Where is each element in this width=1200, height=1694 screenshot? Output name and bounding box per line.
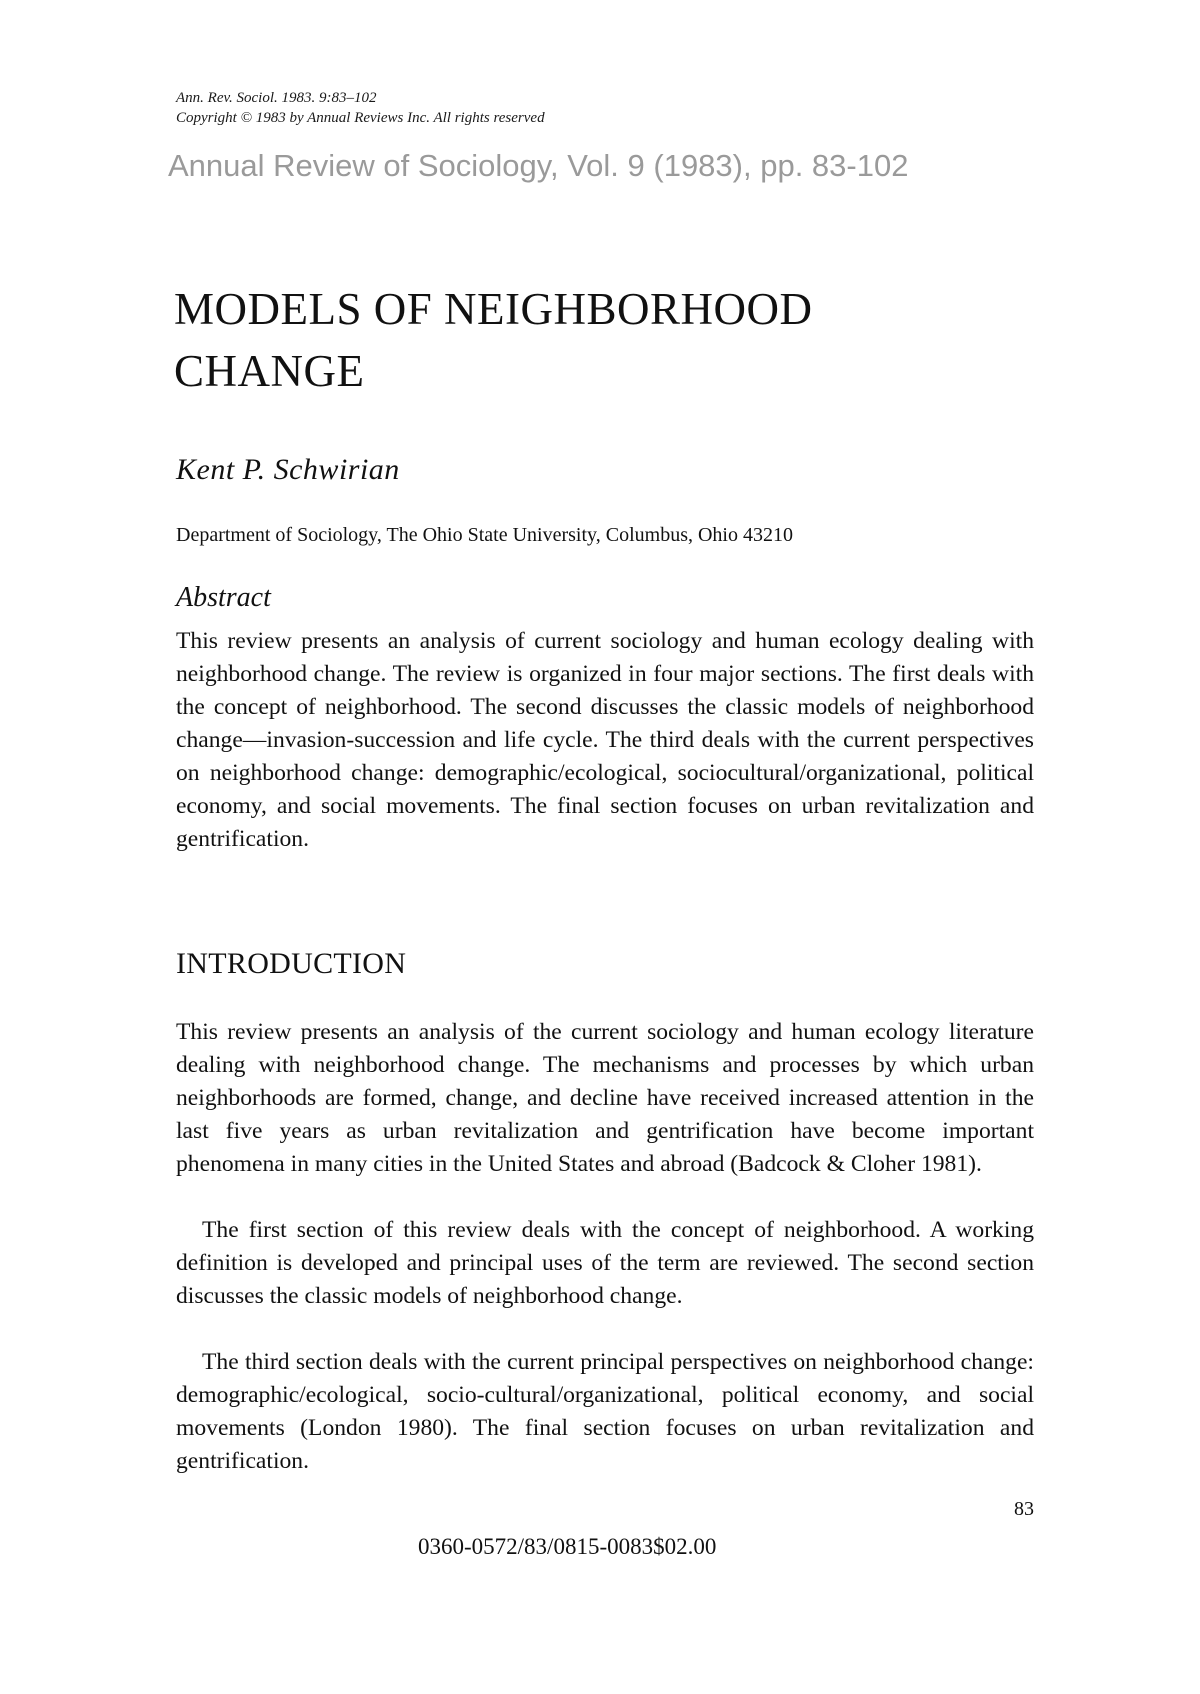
intro-paragraph-3: The third section deals with the current principal perspectives on neighborhood change: demographic/ecological, socio-cultural/organizational, political economy, and social movements (London 1980). The final section focuses on urban revitalization and gentrification. [176,1349,1034,1474]
article-title-line-2: CHANGE [174,346,365,396]
article-title [174,278,1034,402]
abstract-text: This review presents an analysis of current sociology and human ecology dealing with neighborhood change. The review is organized in four major sections. The first deals with the concept of neighborhood. The second discusses the classic models of neighborhood change—invasion-succession and life cycle. The third deals with the current perspectives on neighborhood change: demographic/ecological, sociocultural/organizational, political economy, and social movements. The final section focuses on urban revitalization and gentrification. [176,628,1034,852]
journal-citation: Ann. Rev. Sociol. 1983. 9:83–102 [176,90,377,106]
author-affiliation: Department of Sociology, The Ohio State University, Columbus, Ohio 43210 [176,524,793,546]
section-heading-introduction: INTRODUCTION [176,947,407,980]
intro-paragraph-1: This review presents an analysis of the current sociology and human ecology literature dealing with neighborhood change. The mechanisms and processes by which urban neighborhoods are formed, change, and decline have received increased attention in the last five years as urban revitalization and gentrification have become important phenomena in many cities in the United States and abroad (Badcock & Cloher 1981). [176,1019,1034,1177]
abstract-heading: Abstract [176,582,271,613]
article-code: 0360-0572/83/0815-0083$02.00 [418,1534,717,1559]
source-stamp: Annual Review of Sociology, Vol. 9 (1983), pp. 83-102 [168,148,909,183]
author-name: Kent P. Schwirian [176,453,400,486]
copyright-notice: Copyright © 1983 by Annual Reviews Inc. All rights reserved [176,110,545,126]
page-number: 83 [1014,1498,1034,1520]
article-title-line-1: MODELS OF NEIGHBORHOOD [174,284,813,334]
intro-paragraph-2: The first section of this review deals with the concept of neighborhood. A working definition is developed and principal uses of the term are reviewed. The second section discusses the classic models of neighborhood change. [176,1217,1034,1309]
